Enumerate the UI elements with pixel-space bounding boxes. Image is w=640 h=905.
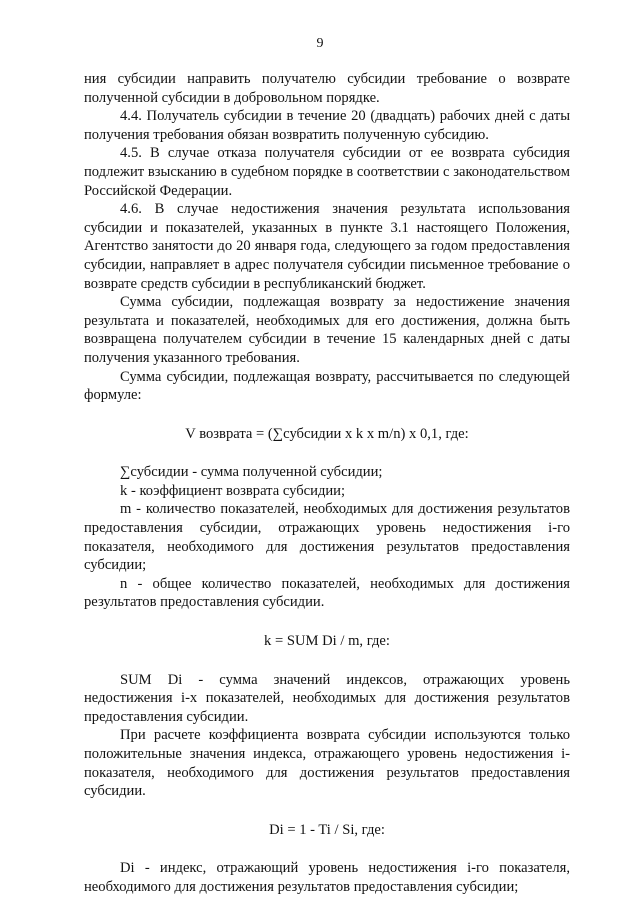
definition-sum-subsidy: ∑субсидии - сумма полученной субсидии; [120,464,383,481]
paragraph-formula-intro: Сумма субсидии, подлежащая возврату, рассчитывается по следующей формуле: [84,368,570,404]
definition-k: k - коэффициент возврата субсидии; [120,482,346,499]
document-body [84,70,570,897]
paragraph-continuation: ния субсидии направить получателю субсидии требование о возврате полученной субсидии в добровольном порядке. [84,71,570,106]
page-number: 9 [316,36,324,51]
definition-sum-di: SUM Di - сумма значений индексов, отражающих уровень недостижения i-х показателей, необходимых для достижения результатов предоставления субсидии. [84,671,570,725]
paragraph-4-4: 4.4. Получатель субсидии в течение 20 (двадцать) рабочих дней с даты получения требования обязан возвратить полученную субсидию. [84,108,570,143]
formula-v-return: V возврата = (∑субсидии x k x m/n) x 0,1, где: [185,425,469,442]
formula-di: Di = 1 - Ti / Si, где: [269,821,385,838]
definition-n: n - общее количество показателей, необходимых для достижения результатов предоставления субсидии. [84,575,570,611]
formula-k: k = SUM Di / m, где: [264,633,390,650]
paragraph-return-amount: Сумма субсидии, подлежащая возврату за недостижение значения результата и показателей, необходимых для его достижения, должна быть возвращена получателем субсидии в течение 15 календарных дней с даты получения указанного требования. [84,294,570,366]
definition-di: Di - индекс, отражающий уровень недостижения i-го показателя, необходимого для достижения результатов предоставления субсидии; [84,860,570,895]
paragraph-4-6: 4.6. В случае недостижения значения результата использования субсидии и показателей, указанных в пункте 3.1 настоящего Положения, Агентство занятости до 20 января года, следующего за годом предоставления субсидии, направляет в адрес получателя субсидии письменное требование о возврате средств субсидии в республиканский бюджет. [84,201,570,292]
paragraph-4-5: 4.5. В случае отказа получателя субсидии от ее возврата субсидия подлежит взысканию в судебном порядке в соответствии с законодательством Российской Федерации. [84,145,570,199]
paragraph-positive-values: При расчете коэффициента возврата субсидии используются только положительные значения индекса, отражающего уровень недостижения i-показателя, необходимого для достижения результатов предоставления субсидии. [84,727,570,800]
definition-m: m - количество показателей, необходимых для достижения результатов предоставления субсидии, отражающих уровень недостижения i-го показателя, необходимого для достижения результатов предоставления субсидии; [84,501,570,574]
